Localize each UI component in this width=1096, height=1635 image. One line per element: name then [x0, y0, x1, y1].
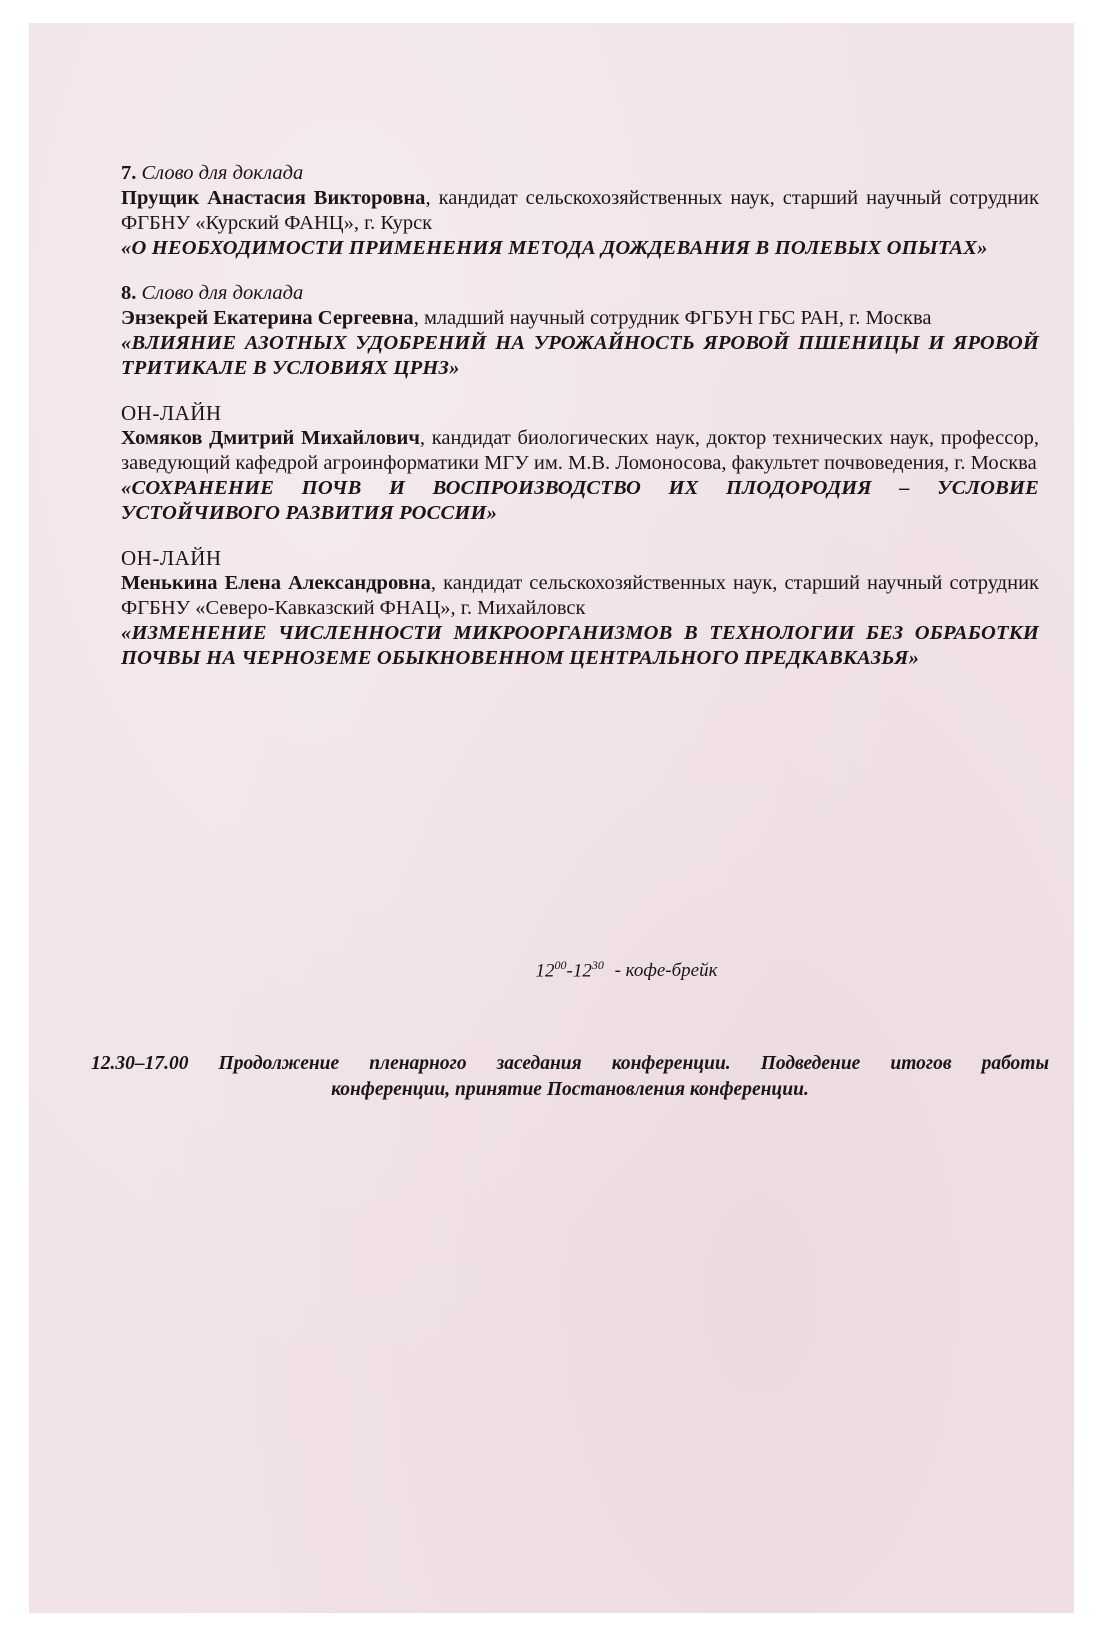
speaker-affiliation: , кандидат биологических наук, доктор технических наук, профессор, заведующий кафедрой агроинформатики МГУ им. М.В. Ломоносова, факультет почвоведения, г. Москва [121, 427, 1039, 474]
programme-item-7 [121, 161, 1039, 261]
speaker-affiliation: , кандидат сельскохозяйственных наук, старший научный сотрудник ФГБНУ «Северо-Кавказский ФНАЦ», г. Михайловск [121, 572, 1040, 619]
item-number: 8. [121, 282, 137, 304]
report-title: «О НЕОБХОДИМОСТИ ПРИМЕНЕНИЯ МЕТОДА ДОЖДЕВАНИЯ В ПОЛЕВЫХ ОПЫТАХ» [121, 237, 988, 259]
report-title: «ВЛИЯНИЕ АЗОТНЫХ УДОБРЕНИЙ НА УРОЖАЙНОСТЬ ЯРОВОЙ ПШЕНИЦЫ И ЯРОВОЙ ТРИТИКАЛЕ В УСЛОВИЯХ ЦРНЗ» [121, 332, 1039, 379]
speaker-name: Прущик Анастасия Викторовна [121, 187, 426, 209]
speaker-affiliation: , младший научный сотрудник ФГБУН ГБС РАН, г. Москва [413, 307, 932, 329]
speaker [121, 186, 1039, 236]
online-label: ОН-ЛАЙН [121, 546, 222, 570]
break-dash: - [566, 960, 573, 982]
speaker [121, 426, 1039, 476]
scanned-page [29, 23, 1074, 1613]
report-title: «СОХРАНЕНИЕ ПОЧВ И ВОСПРОИЗВОДСТВО ИХ ПЛОДОРОДИЯ – УСЛОВИЕ УСТОЙЧИВОГО РАЗВИТИЯ РОССИИ» [121, 477, 1039, 524]
item-label: Слово для доклада [141, 282, 304, 304]
closing-line-2: конференции, принятие Постановления конференции. [331, 1079, 809, 1100]
break-end-hour: 12 [572, 960, 592, 982]
speaker-affiliation: , кандидат сельскохозяйственных наук, старший научный сотрудник ФГБНУ «Курский ФАНЦ», г. Курск [121, 187, 1039, 234]
coffee-break-label: - кофе-брейк [609, 960, 718, 982]
closing-session [91, 1051, 1049, 1103]
programme-item-online-1 [121, 401, 1039, 526]
item-label: Слово для доклада [141, 162, 304, 184]
closing-line-1: 12.30–17.00 Продолжение пленарного заседания конференции. Подведение итогов работы [91, 1053, 1049, 1074]
speaker-name: Хомяков Дмитрий Михайлович [121, 427, 420, 449]
speaker [121, 571, 1039, 621]
break-end-minutes: 30 [591, 958, 604, 972]
programme-item-online-2 [121, 546, 1039, 671]
coffee-break-time [536, 958, 718, 982]
break-start-minutes: 00 [554, 958, 567, 972]
report-title: «ИЗМЕНЕНИЕ ЧИСЛЕННОСТИ МИКРООРГАНИЗМОВ В ТЕХНОЛОГИИ БЕЗ ОБРАБОТКИ ПОЧВЫ НА ЧЕРНОЗЕМЕ ОБЫКНОВЕННОМ ЦЕНТРАЛЬНОГО ПРЕДКАВКАЗЬЯ» [121, 622, 1039, 669]
item-heading [121, 161, 1039, 186]
coffee-break [29, 958, 1074, 982]
online-label: ОН-ЛАЙН [121, 401, 222, 425]
item-number: 7. [121, 162, 137, 184]
break-start-hour: 12 [535, 960, 555, 982]
speaker-name: Энзекрей Екатерина Сергеевна [121, 307, 414, 329]
speaker [121, 306, 1039, 331]
item-heading [121, 281, 1039, 306]
programme-item-8 [121, 281, 1039, 381]
speaker-name: Менькина Елена Александровна [121, 572, 431, 594]
programme-content [121, 161, 1039, 691]
